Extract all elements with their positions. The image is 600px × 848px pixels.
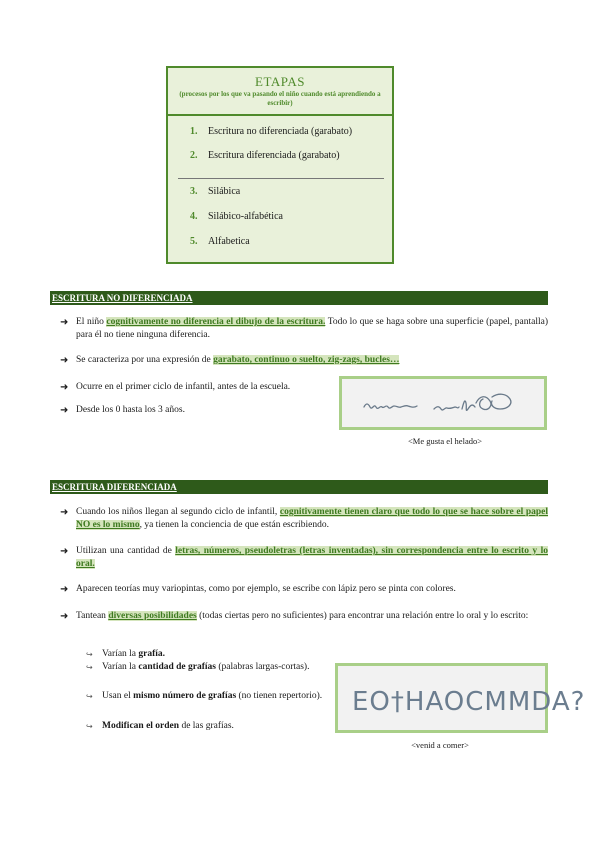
- section-heading-diferenciada: ESCRITURA DIFERENCIADA: [50, 480, 548, 494]
- scribble-drawing: [342, 379, 544, 427]
- bullet-item: [60, 545, 548, 573]
- etapa-number: 2.: [190, 150, 198, 161]
- hook-arrow-icon: ↪: [86, 650, 93, 659]
- arrow-right-icon: ➜: [60, 584, 69, 595]
- sub-bullet-item: ↪ Varían la cantidad de grafías (palabras largas-cortas).: [86, 662, 310, 672]
- arrow-right-icon: ➜: [60, 355, 69, 366]
- etapa-item: [190, 126, 352, 137]
- image-caption: <Me gusta el helado>: [407, 436, 483, 446]
- highlight: cognitivamente no diferencia el dibujo de la escritura.: [106, 317, 326, 327]
- sub-bullet-item: ↪ Modifican el orden de las grafías.: [86, 721, 234, 731]
- handwriting-drawing: [338, 666, 586, 730]
- bullet-text: Cuando los niños llegan al segundo ciclo de infantil, cognitivamente tienen claro que todo lo que se hace sobre el papel NO es lo mismo, ya tienen la conciencia de que están escribiendo.: [76, 507, 549, 530]
- highlight: diversas posibilidades: [108, 611, 197, 621]
- bullet-text: Aparecen teorías muy variopintas, como por ejemplo, se escribe con lápiz pero se pinta con colores.: [76, 584, 456, 594]
- arrow-right-icon: ➜: [60, 611, 69, 622]
- arrow-right-icon: ➜: [60, 317, 69, 328]
- etapa-item: [190, 150, 340, 161]
- etapa-label: Escritura no diferenciada (garabato): [208, 126, 353, 137]
- bullet-text: El niño cognitivamente no diferencia el dibujo de la escritura. Todo lo que se haga sobre una superficie (papel, pantalla) para él no tiene ninguna diferencia.: [76, 317, 548, 340]
- sub-bullet-item: ↪ Usan el mismo número de grafías (no tienen repertorio).: [86, 691, 323, 701]
- arrow-right-icon: ➜: [60, 405, 69, 416]
- etapa-number: 5.: [190, 236, 198, 247]
- etapa-label: Alfabetica: [208, 236, 250, 247]
- bullet-text: Desde los 0 hasta los 3 años.: [76, 405, 185, 415]
- highlight: cognitivamente tienen claro que todo lo que se hace sobre el papel NO es lo mismo: [76, 507, 549, 530]
- bullet-item: [60, 583, 548, 597]
- bullet-item: [60, 506, 548, 534]
- bullet-item: [60, 610, 548, 638]
- etapa-item: [190, 211, 283, 222]
- hook-arrow-icon: ↪: [86, 722, 93, 731]
- etapa-item: [190, 236, 250, 247]
- etapa-number: 4.: [190, 211, 198, 222]
- etapas-subtitle: (procesos por los que va pasando el niño cuando está aprendiendo a escribir): [179, 90, 381, 107]
- etapas-title: ETAPAS: [255, 74, 305, 89]
- section-heading-no-diferenciada: ESCRITURA NO DIFERENCIADA: [50, 291, 548, 305]
- arrow-right-icon: ➜: [60, 546, 69, 557]
- etapas-header: [168, 68, 392, 116]
- writing-sample-image: [335, 663, 586, 733]
- highlight: letras, números, pseudoletras (letras inventadas), sin correspondencia entre lo escrito y lo oral.: [76, 546, 548, 569]
- arrow-right-icon: ➜: [60, 507, 69, 518]
- bullet-item: [60, 316, 548, 344]
- svg-text:EO†HAOCMMDA?: EO†HAOCMMDA?: [352, 687, 586, 717]
- bullet-item: [60, 354, 548, 368]
- etapa-label: Silábico-alfabética: [208, 211, 283, 222]
- etapa-label: Escritura diferenciada (garabato): [208, 150, 340, 161]
- bullet-text: Utilizan una cantidad de letras, números, pseudoletras (letras inventadas), sin correspondencia entre lo escrito y lo oral.: [76, 546, 548, 569]
- scribble-sample-image: [339, 376, 547, 430]
- arrow-right-icon: ➜: [60, 382, 69, 393]
- sub-bullet-item: ↪ Varían la grafía.: [86, 649, 166, 659]
- etapa-label: Silábica: [208, 186, 241, 197]
- bullet-text: Se caracteriza por una expresión de garabato, continuo o suelto, zig-zags, bucles…: [76, 355, 400, 365]
- etapa-item: [190, 186, 240, 197]
- highlight: garabato, continuo o suelto, zig-zags, bucles…: [213, 355, 400, 365]
- etapas-box: [166, 66, 394, 264]
- etapas-divider: [178, 178, 384, 179]
- etapa-number: 1.: [190, 126, 198, 137]
- bullet-text: Ocurre en el primer ciclo de infantil, antes de la escuela.: [76, 382, 291, 392]
- bullet-text: Tantean diversas posibilidades (todas ciertas pero no suficientes) para encontrar una relación entre lo oral y lo escrito:: [76, 611, 529, 621]
- image-caption: <venid a comer>: [411, 740, 469, 750]
- hook-arrow-icon: ↪: [86, 663, 93, 672]
- etapa-number: 3.: [190, 186, 198, 197]
- hook-arrow-icon: ↪: [86, 692, 93, 701]
